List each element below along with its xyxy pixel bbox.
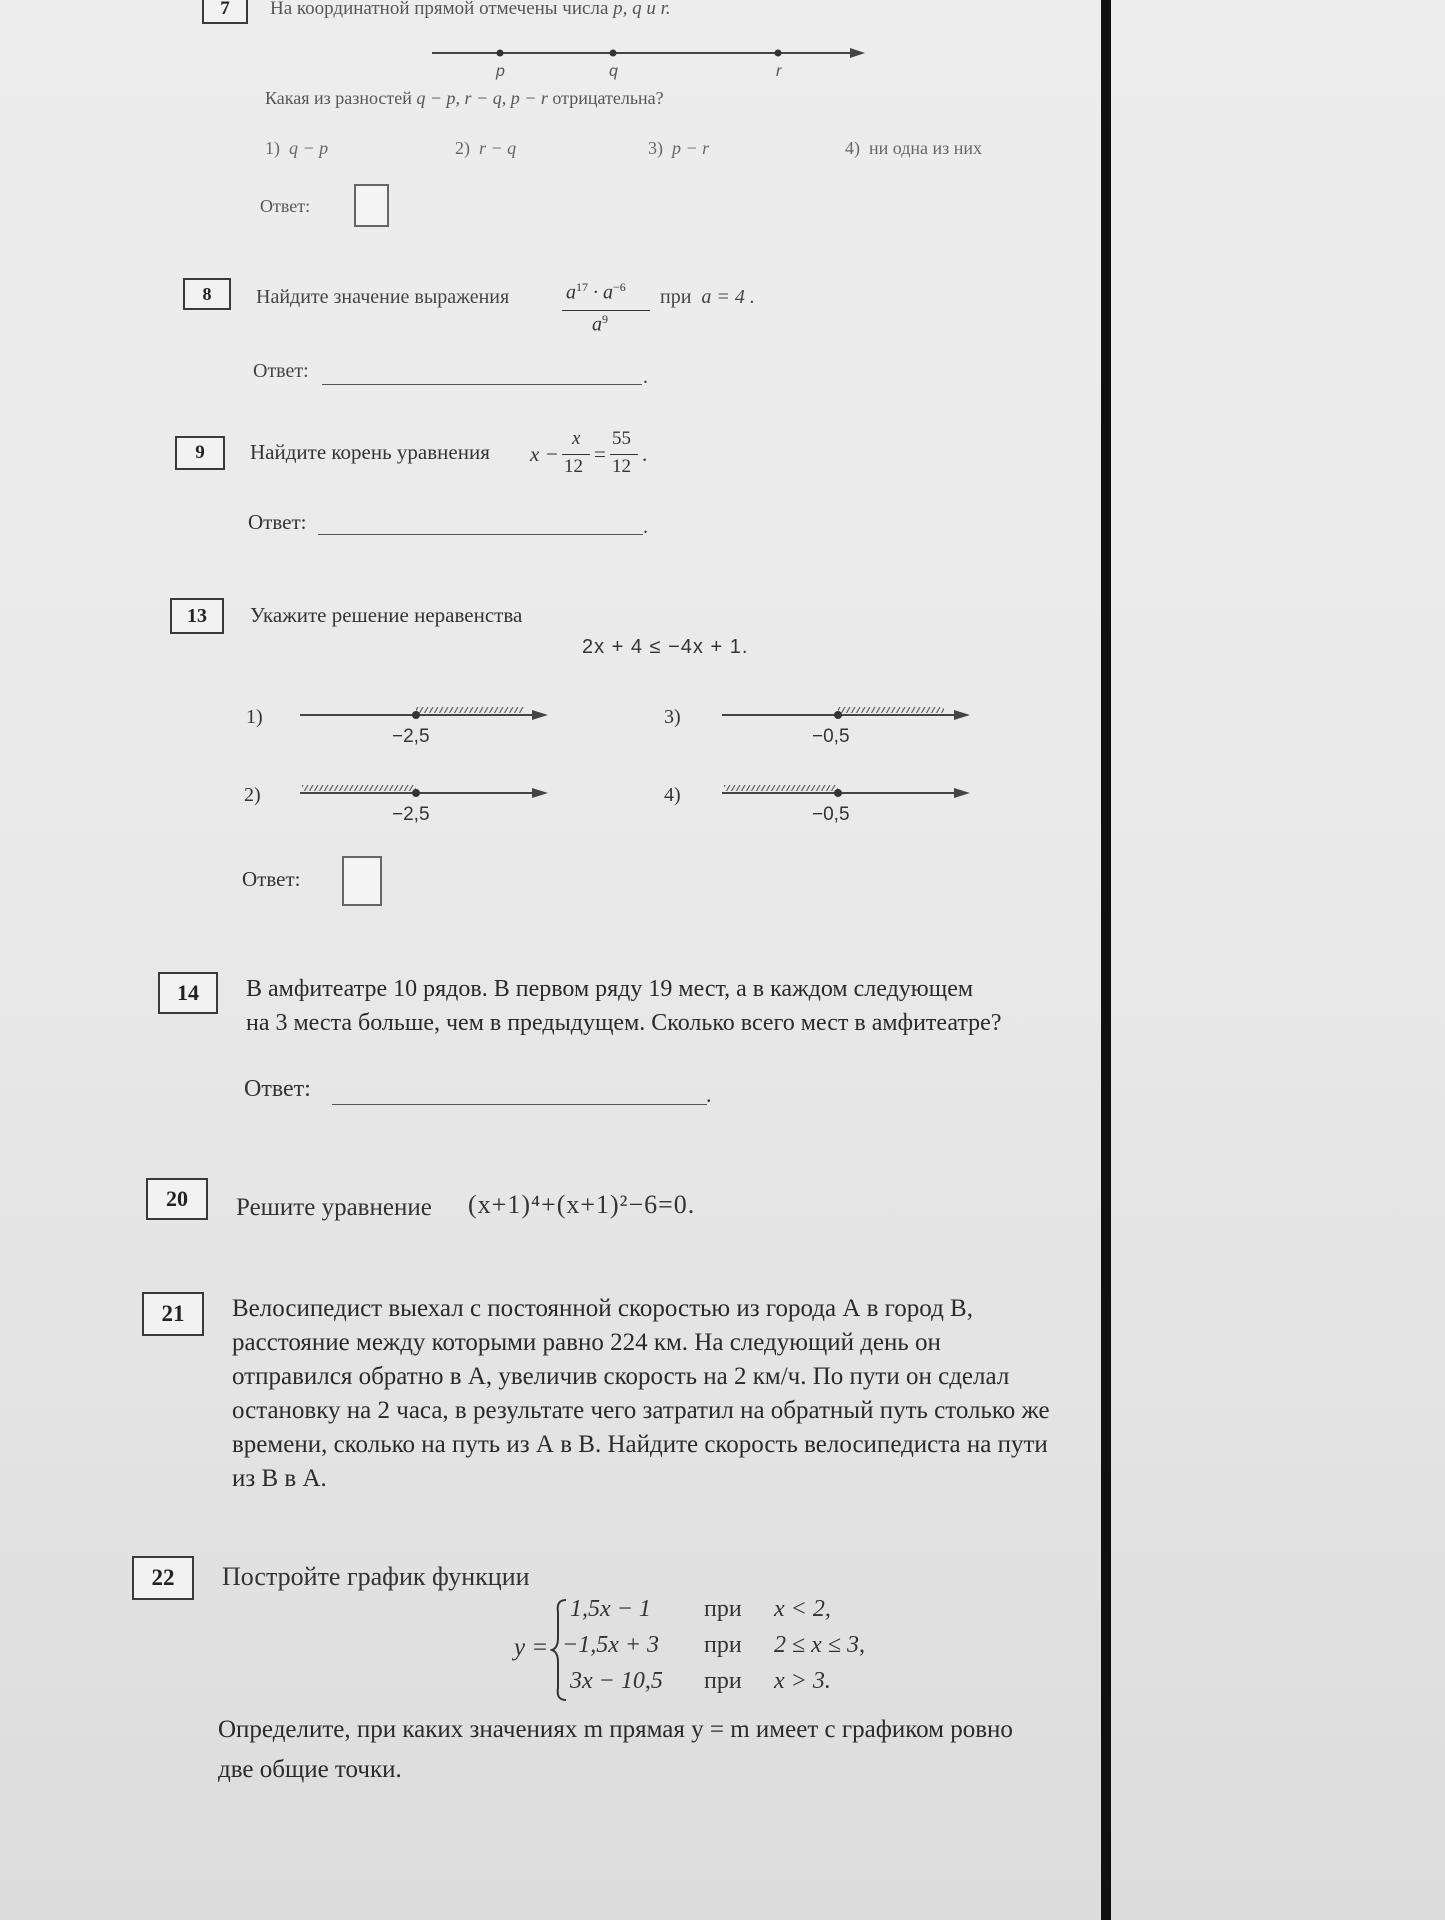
- problem-13-option-1-number[interactable]: 1): [246, 706, 263, 728]
- problem-9-answer-label: Ответ:: [248, 510, 307, 534]
- problem-20-number: 20: [146, 1178, 208, 1220]
- problem-13-option-4-label: −0,5: [812, 804, 850, 825]
- problem-9-answer-line[interactable]: [318, 534, 643, 535]
- point-r-label: r: [776, 63, 782, 80]
- problem-8-condition: при a = 4 .: [660, 286, 755, 308]
- problem-13-option-1-label: −2,5: [392, 726, 430, 747]
- problem-9-equation: x − x 12 = 55 12 .: [530, 428, 648, 477]
- problem-13-answer-box[interactable]: [342, 856, 382, 906]
- problem-13-text: Укажите решение неравенства: [250, 603, 523, 627]
- problem-13-option-3-number[interactable]: 3): [664, 706, 681, 728]
- problem-7-answer-label: Ответ:: [260, 196, 311, 216]
- problem-7-number: 7: [202, 0, 248, 24]
- problem-13-number: 13: [170, 598, 224, 634]
- problem-9-text: Найдите корень уравнения: [250, 440, 490, 464]
- problem-13-option-2-line[interactable]: [296, 778, 556, 830]
- problem-8-answer-label: Ответ:: [253, 360, 309, 382]
- problem-14-text: В амфитеатре 10 рядов. В первом ряду 19 мест, а в каждом следующем на 3 места больше, чем в предыдущем. Сколько всего мест в амфитеатре?: [246, 976, 1002, 1036]
- problem-7-option-4[interactable]: 4) ни одна из них: [845, 138, 983, 158]
- problem-22-question: Определите, при каких значениях m прямая y = m имеет с графиком ровно две общие точки.: [218, 1716, 1013, 1783]
- problem-7-option-2[interactable]: 2) r − q: [455, 138, 517, 158]
- problem-8-answer-line[interactable]: [322, 384, 642, 385]
- problem-14-answer-dot: .: [706, 1082, 712, 1107]
- problem-7-question: Какая из разностей q − p, r − q, p − r отрицательна?: [265, 88, 664, 108]
- problem-7-answer-box[interactable]: [354, 184, 389, 227]
- problem-8-number: 8: [183, 278, 231, 310]
- point-p-label: p: [496, 63, 505, 80]
- problem-21-text: Велосипедист выехал с постоянной скоростью из города А в город В, расстояние между которыми равно 224 км. На следующий день он отправился обратно в А, увеличив скорость на 2 км/ч. По пути он сделал остановку на 2 часа, в результате чего затратил на обратный путь столько же времени, сколько на путь из А в В. Найдите скорость велосипедиста на пути из В в А.: [232, 1295, 1050, 1492]
- problem-7-option-1[interactable]: 1) q − p: [265, 138, 329, 158]
- problem-20-text: Решите уравнение: [236, 1194, 432, 1221]
- problem-22-number: 22: [132, 1556, 194, 1600]
- problem-13-option-2-label: −2,5: [392, 804, 430, 825]
- problem-7-title: На координатной прямой отмечены числа p, q и r.: [270, 0, 671, 19]
- problem-8-answer-dot: .: [643, 366, 648, 388]
- problem-7-option-3[interactable]: 3) p − r: [648, 138, 710, 158]
- problem-8-text: Найдите значение выражения: [256, 286, 510, 308]
- problem-21-number: 21: [142, 1292, 204, 1336]
- problem-13-option-3-label: −0,5: [812, 726, 850, 747]
- problem-13-option-4-line[interactable]: [718, 778, 978, 830]
- problem-13-option-3-line[interactable]: [718, 700, 978, 752]
- vertical-divider-line: [1101, 0, 1111, 1920]
- problem-8-fraction: $a^{17} \cdot a^{-6}$ $a^9$: [562, 268, 652, 340]
- problem-13-inequality: 2x + 4 ≤ −4x + 1.: [582, 636, 749, 658]
- problem-22-system: y = 1,5x − 1 при x < 2, −1,5x + 3 при 2 ≤ x ≤ 3, 3x − 10,5 при x > 3.: [512, 1596, 892, 1706]
- problem-14-answer-line[interactable]: [332, 1104, 707, 1105]
- problem-20-equation: (x+1)⁴+(x+1)²−6=0.: [468, 1190, 696, 1219]
- problem-14-answer-label: Ответ:: [244, 1076, 311, 1102]
- problem-13-option-1-line[interactable]: [296, 700, 556, 752]
- problem-9-answer-dot: .: [643, 516, 648, 538]
- problem-13-option-4-number[interactable]: 4): [664, 784, 681, 806]
- problem-13-answer-label: Ответ:: [242, 867, 301, 891]
- problem-9-number: 9: [175, 436, 225, 470]
- problem-14-number: 14: [158, 972, 218, 1014]
- problem-7-number-line: [420, 38, 870, 88]
- problem-22-text: Постройте график функции: [222, 1562, 530, 1591]
- point-q-label: q: [609, 63, 618, 80]
- problem-13-option-2-number[interactable]: 2): [244, 784, 261, 806]
